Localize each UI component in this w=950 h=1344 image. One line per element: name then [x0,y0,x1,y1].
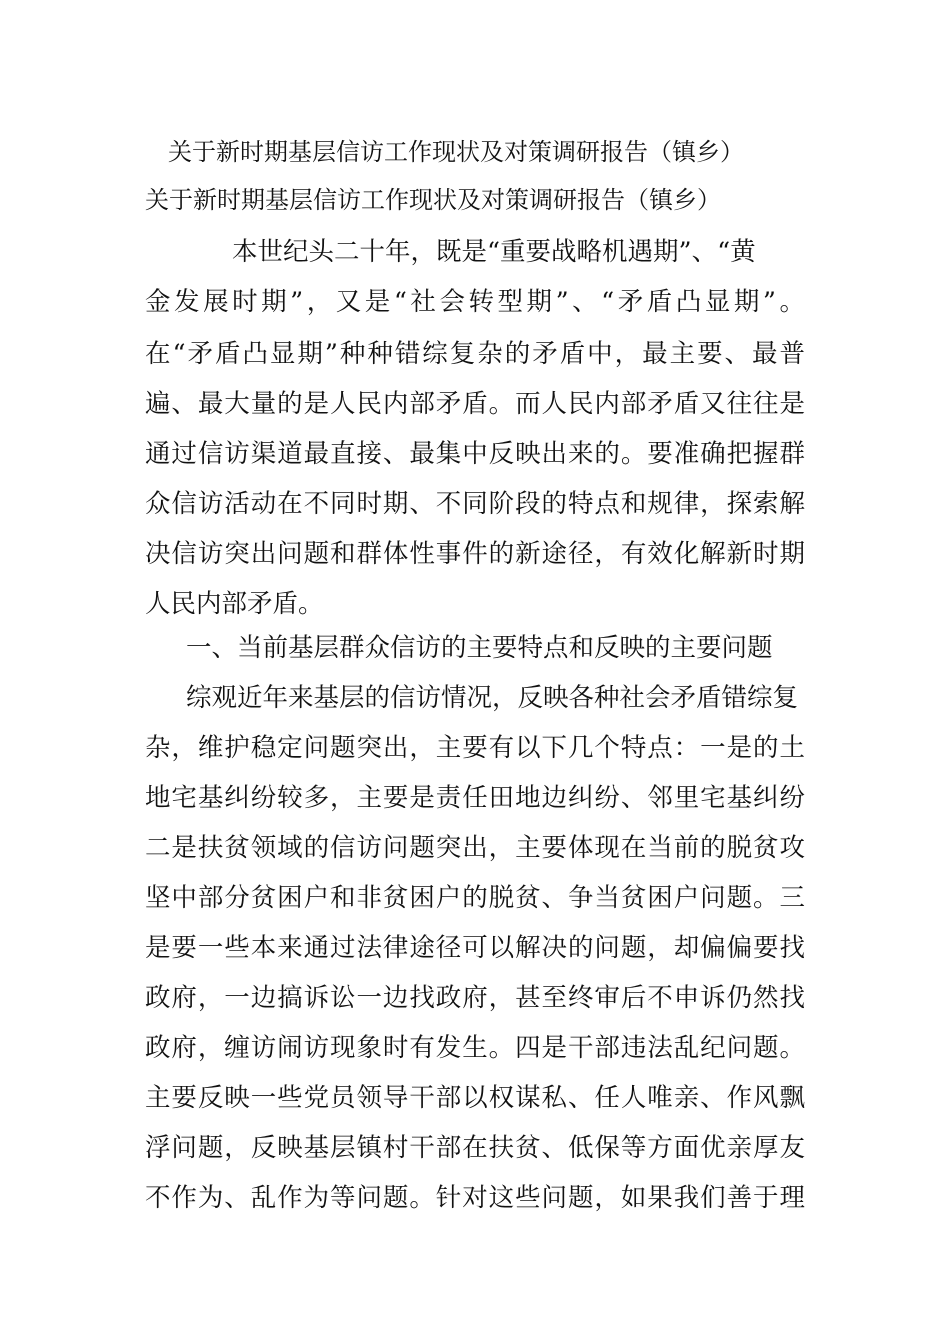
paragraph-line: 是要一些本来通过法律途径可以解决的问题，却偏偏要找 [145,933,805,963]
paragraph-line: 决信访突出问题和群体性事件的新途径，有效化解新时期 [145,539,805,569]
paragraph-line: 地宅基纠纷较多，主要是责任田地边纠纷、邻里宅基纠纷 [145,783,805,813]
section-heading: 一、当前基层群众信访的主要特点和反映的主要问题 [186,633,773,663]
paragraph-line: 金发展时期”，又是“社会转型期”、“矛盾凸显期”。 [145,287,805,317]
paragraph-line: 政府，一边搞诉讼一边找政府，甚至终审后不申诉仍然找 [145,983,805,1013]
paragraph-line: 不作为、乱作为等问题。针对这些问题，如果我们善于理 [145,1183,805,1213]
document-title-repeat: 关于新时期基层信访工作现状及对策调研报告（镇乡） [145,186,721,214]
paragraph-line: 人民内部矛盾。 [145,589,324,619]
paragraph-line: 本世纪头二十年，既是“重要战略机遇期”、“黄 [232,237,756,267]
paragraph-line: 浮问题，反映基层镇村干部在扶贫、低保等方面优亲厚友 [145,1133,805,1163]
paragraph-line: 主要反映一些党员领导干部以权谋私、任人唯亲、作风飘 [145,1083,805,1113]
paragraph-line: 遍、最大量的是人民内部矛盾。而人民内部矛盾又往往是 [145,389,805,419]
paragraph-line: 政府，缠访闹访现象时有发生。四是干部违法乱纪问题。 [145,1033,805,1063]
paragraph-line: 二是扶贫领域的信访问题突出，主要体现在当前的脱贫攻 [145,833,805,863]
document-title: 关于新时期基层信访工作现状及对策调研报告（镇乡） [168,138,744,166]
paragraph-line: 综观近年来基层的信访情况，反映各种社会矛盾错综复 [186,683,799,713]
paragraph-line: 在“矛盾凸显期”种种错综复杂的矛盾中，最主要、最普 [145,339,805,369]
paragraph-line: 通过信访渠道最直接、最集中反映出来的。要准确把握群 [145,439,805,469]
paragraph-line: 杂，维护稳定问题突出，主要有以下几个特点：一是的土 [145,733,805,763]
paragraph-line: 坚中部分贫困户和非贫困户的脱贫、争当贫困户问题。三 [145,883,805,913]
paragraph-line: 众信访活动在不同时期、不同阶段的特点和规律，探索解 [145,489,805,519]
